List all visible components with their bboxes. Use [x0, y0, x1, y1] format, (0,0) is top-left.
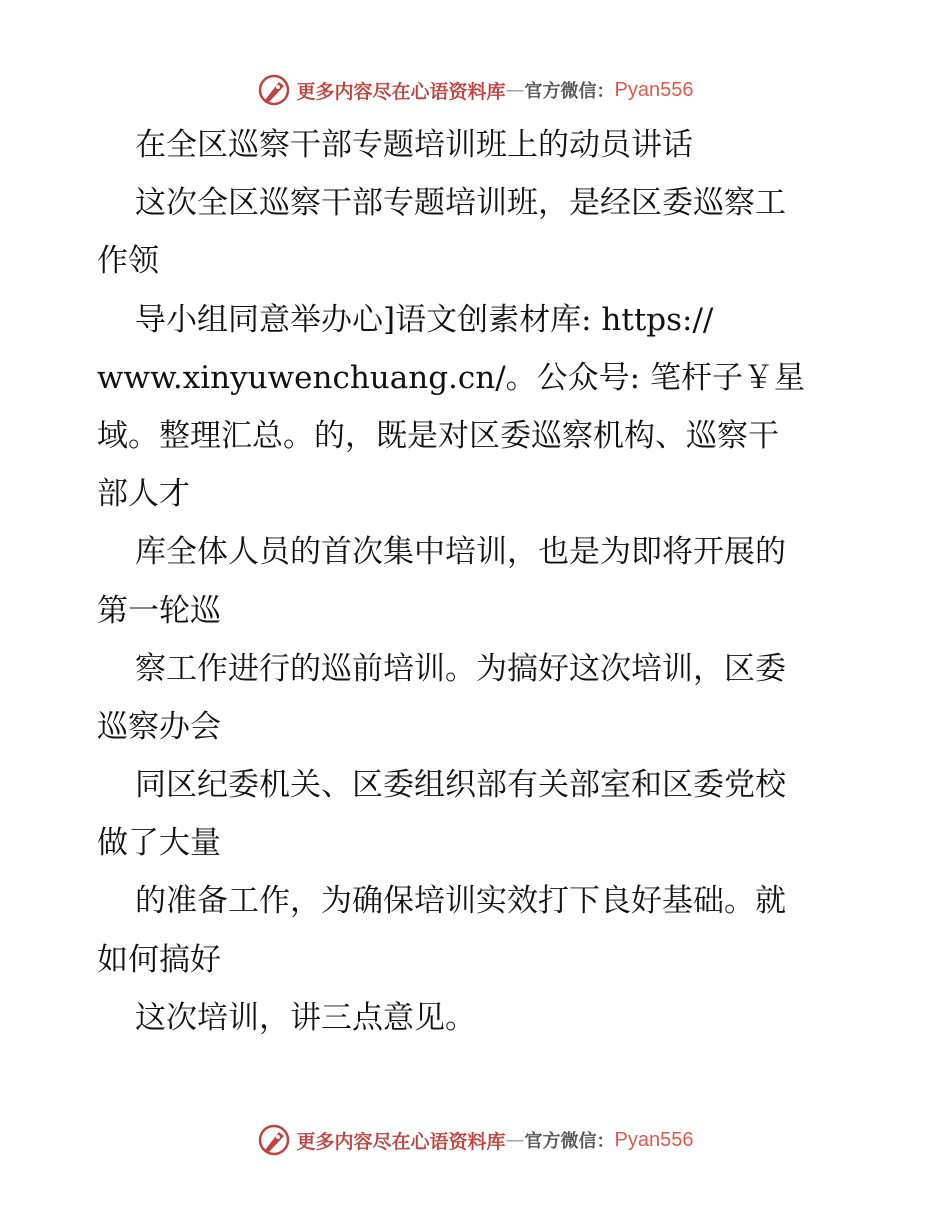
watermark-id: Pyan556 — [614, 1128, 694, 1151]
paragraph-line: 的准备工作，为确保培训实效打下良好基础。就 — [135, 883, 786, 920]
pen-nib-circle-icon — [257, 1123, 291, 1157]
paragraph-line: 这次培训，讲三点意见。 — [135, 999, 476, 1036]
paragraph-line: 同区纪委机关、区委组织部有关部室和区委党校 — [135, 767, 786, 804]
paragraph-line: 作领 — [97, 243, 159, 280]
paragraph-line: www.xinyuwenchuang.cn/。公众号: 笔杆子￥星 — [97, 359, 805, 396]
watermark-footer — [0, 1120, 950, 1160]
pen-nib-circle-icon — [257, 73, 291, 107]
paragraph-line: 导小组同意举办心]语文创素材库: https:// — [135, 301, 714, 338]
paragraph-line: 部人才 — [97, 476, 190, 513]
paragraph-line: 域。整理汇总。的，既是对区委巡察机构、巡察干 — [97, 417, 779, 454]
paragraph-line: 如何搞好 — [97, 941, 221, 978]
paragraph-line: 这次全区巡察干部专题培训班，是经区委巡察工 — [135, 185, 786, 222]
watermark-separator: — — [505, 79, 525, 101]
watermark-id: Pyan556 — [614, 78, 694, 101]
document-body — [97, 116, 857, 1047]
paragraph-line: 巡察办会 — [97, 708, 221, 745]
paragraph-line: 做了大量 — [97, 825, 221, 862]
watermark-separator: — — [505, 1129, 525, 1151]
paragraph-line: 第一轮巡 — [97, 592, 221, 629]
watermark-brand: 更多内容尽在心语资料库 — [296, 1130, 506, 1153]
watermark-brand: 更多内容尽在心语资料库 — [296, 80, 506, 103]
watermark-label: 官方微信： — [524, 81, 615, 102]
paragraph-line: 库全体人员的首次集中培训，也是为即将开展的 — [135, 534, 786, 571]
paragraph-line: 察工作进行的巡前培训。为搞好这次培训，区委 — [135, 650, 786, 687]
watermark-label: 官方微信： — [524, 1131, 615, 1152]
watermark-header — [0, 70, 950, 110]
document-title: 在全区巡察干部专题培训班上的动员讲话 — [135, 127, 693, 163]
